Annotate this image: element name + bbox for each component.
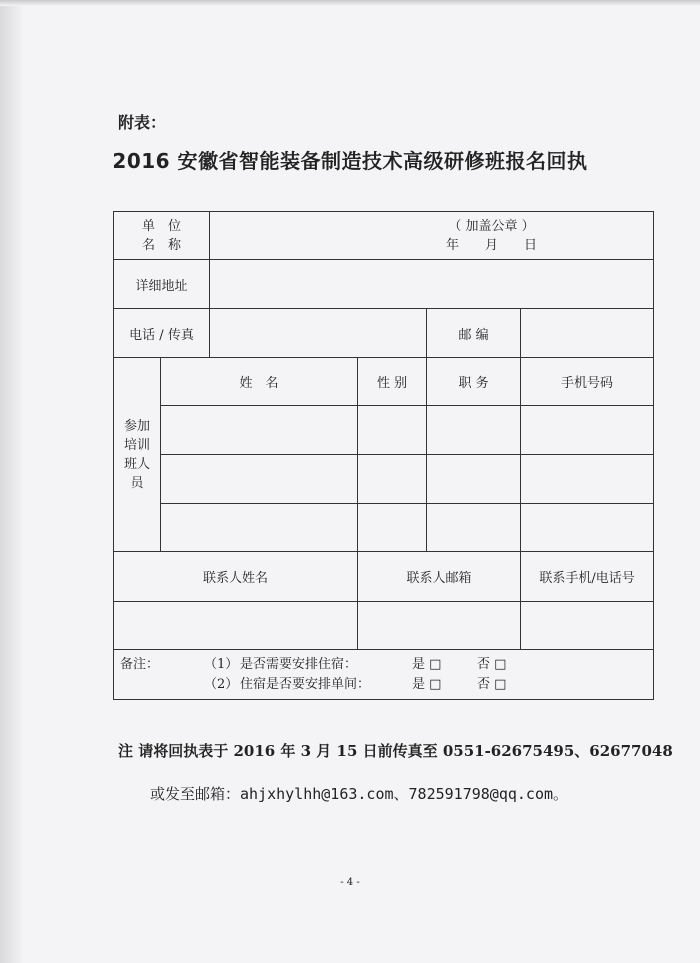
unit-label-line1: 单 位 bbox=[142, 218, 182, 234]
note-number: （2） bbox=[204, 676, 239, 692]
no-checkbox[interactable]: 否 □ bbox=[477, 676, 507, 692]
participant-name-cell[interactable] bbox=[161, 455, 358, 504]
participant-name-cell[interactable] bbox=[161, 504, 358, 552]
scan-edge-top bbox=[0, 0, 700, 6]
unit-name-field[interactable] bbox=[210, 212, 654, 260]
contact-email-field[interactable] bbox=[358, 602, 521, 650]
participant-mobile-cell[interactable] bbox=[521, 504, 654, 552]
col-header-gender: 性 别 bbox=[358, 358, 427, 406]
participant-row bbox=[114, 406, 654, 455]
yes-checkbox[interactable]: 是 □ bbox=[412, 676, 442, 692]
contact-name-field[interactable] bbox=[114, 602, 358, 650]
note-number: （1） bbox=[204, 656, 239, 672]
email-instruction: 或发至邮箱：ahjxhylhh@163.com、782591798@qq.com。 bbox=[150, 785, 569, 803]
note-text: 住宿是否要安排单间： bbox=[240, 676, 371, 692]
no-checkbox[interactable]: 否 □ bbox=[477, 656, 507, 672]
contact-phone-header: 联系手机/电话号 bbox=[521, 552, 654, 602]
col-header-position: 职 务 bbox=[427, 358, 521, 406]
participants-label-line: 参加 bbox=[123, 418, 150, 434]
contact-email-header: 联系人邮箱 bbox=[358, 552, 521, 602]
participant-gender-cell[interactable] bbox=[358, 406, 427, 455]
contact-phone-field[interactable] bbox=[521, 602, 654, 650]
registration-form-table bbox=[113, 211, 654, 700]
participants-label bbox=[114, 358, 161, 552]
notes-cell bbox=[114, 650, 654, 700]
address-field[interactable] bbox=[210, 260, 654, 309]
participant-gender-cell[interactable] bbox=[358, 504, 427, 552]
participant-row bbox=[114, 504, 654, 552]
col-header-mobile: 手机号码 bbox=[521, 358, 654, 406]
note-line-accommodation bbox=[120, 655, 647, 675]
col-header-name: 姓 名 bbox=[161, 358, 358, 406]
participant-mobile-cell[interactable] bbox=[521, 406, 654, 455]
participant-mobile-cell[interactable] bbox=[521, 455, 654, 504]
postcode-label: 邮 编 bbox=[427, 309, 521, 358]
participants-label-line: 培训 bbox=[123, 437, 150, 453]
contact-name-header: 联系人姓名 bbox=[114, 552, 358, 602]
note-text: 是否需要安排住宿： bbox=[240, 656, 358, 672]
participants-label-line: 班人 bbox=[123, 456, 150, 472]
date-line: 年 月 日 bbox=[446, 237, 538, 253]
address-label: 详细地址 bbox=[114, 260, 210, 309]
postcode-field[interactable] bbox=[521, 309, 654, 358]
phone-fax-label: 电话 / 传真 bbox=[114, 309, 210, 358]
participant-position-cell[interactable] bbox=[427, 455, 521, 504]
notes-label: 备注： bbox=[120, 656, 160, 672]
appendix-label: 附表： bbox=[118, 113, 167, 132]
unit-label-line2: 名 称 bbox=[142, 237, 182, 253]
page-number: - 4 - bbox=[340, 877, 360, 888]
participant-gender-cell[interactable] bbox=[358, 455, 427, 504]
unit-name-label bbox=[114, 212, 210, 260]
participants-label-line: 员 bbox=[130, 475, 144, 491]
note-line-single-room bbox=[120, 675, 647, 695]
participant-position-cell[interactable] bbox=[427, 406, 521, 455]
seal-note: （ 加盖公章 ） bbox=[448, 218, 535, 234]
participant-row bbox=[114, 455, 654, 504]
participant-position-cell[interactable] bbox=[427, 504, 521, 552]
page-title: 2016 安徽省智能装备制造技术高级研修班报名回执 bbox=[112, 149, 588, 173]
yes-checkbox[interactable]: 是 □ bbox=[412, 656, 442, 672]
phone-fax-field[interactable] bbox=[210, 309, 427, 358]
participant-name-cell[interactable] bbox=[161, 406, 358, 455]
fax-instruction: 注 请将回执表于 2016 年 3 月 15 日前传真至 0551-62675495、62677048 bbox=[118, 742, 673, 760]
